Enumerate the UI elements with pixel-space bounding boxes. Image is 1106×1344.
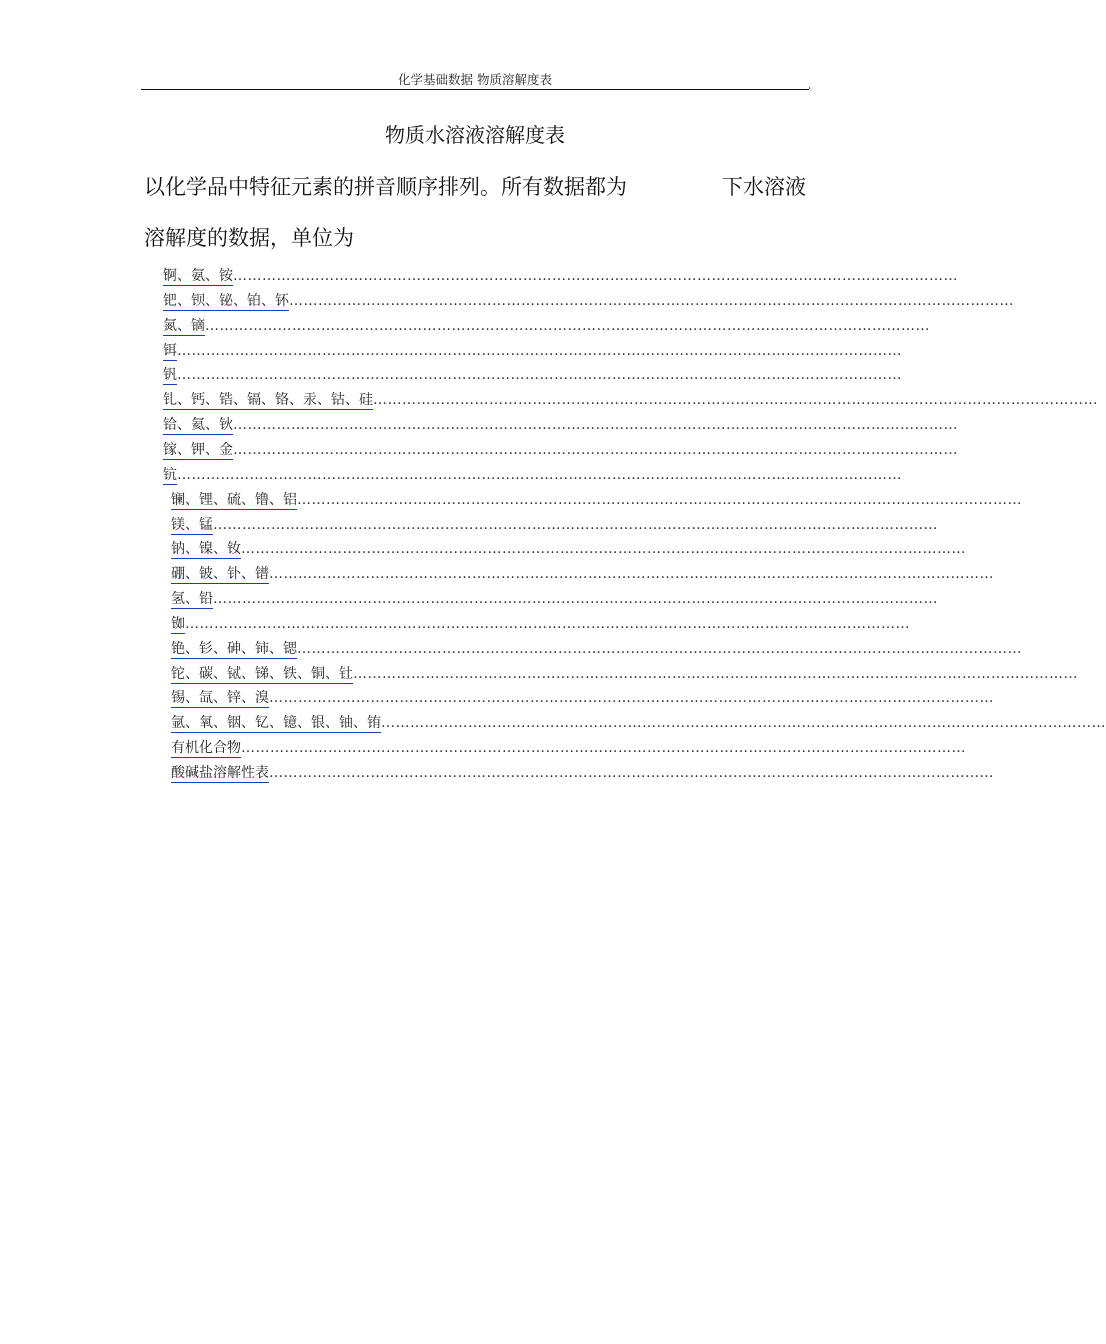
toc-entry-leader: …………………………………………………………………………………………………………………………………… [269, 566, 994, 583]
header-mark: , [808, 80, 812, 91]
toc-entry[interactable] [163, 266, 958, 286]
toc-entry-link[interactable]: 钠、镍、钕 [171, 541, 241, 558]
toc-entry[interactable] [171, 738, 966, 758]
toc-entry-link[interactable]: 锕、氨、铵 [163, 268, 233, 284]
toc-entry-leader: …………………………………………………………………………………………………………………………………… [177, 466, 902, 483]
toc-entry-link[interactable]: 氩、氧、铟、钇、镱、银、铀、铕 [171, 715, 381, 732]
toc-entry-link[interactable]: 铷 [171, 615, 185, 632]
toc-entry[interactable] [171, 564, 994, 584]
toc-entry-leader: …………………………………………………………………………………………………………………………………… [353, 665, 1078, 682]
toc-entry-link[interactable]: 铪、氦、钬 [163, 417, 233, 434]
toc-entry[interactable] [163, 341, 902, 361]
toc-entry-leader: …………………………………………………………………………………………………………………………………… [177, 342, 902, 359]
toc-entry[interactable] [171, 589, 938, 609]
toc-entry[interactable] [171, 490, 1022, 510]
toc-entry-link[interactable]: 镧、锂、硫、镥、铝 [171, 491, 297, 508]
toc-entry-link[interactable]: 铒 [163, 342, 177, 359]
toc-entry-link[interactable]: 酸碱盐溶解性表 [171, 765, 269, 781]
toc-entry-leader: …………………………………………………………………………………………………………………………………… [233, 268, 958, 284]
toc-entry-link[interactable]: 有机化合物 [171, 740, 241, 757]
toc-entry-link[interactable]: 钯、钡、铋、铂、钚 [163, 292, 289, 309]
toc-entry[interactable] [163, 390, 1098, 410]
toc-entry[interactable] [163, 440, 958, 460]
toc-entry-leader: …………………………………………………………………………………………………………………………………… [233, 417, 958, 434]
toc-entry[interactable] [171, 539, 966, 559]
toc-entry-leader: …………………………………………………………………………………………………………………………………… [269, 690, 994, 707]
intro-line-1-right: 下水溶液 [722, 175, 806, 199]
toc-entry-leader: …………………………………………………………………………………………………………………………………… [185, 615, 910, 632]
toc-entry[interactable] [171, 713, 1106, 733]
toc-entry-leader: …………………………………………………………………………………………………………………………………… [381, 715, 1106, 732]
running-header-text: 化学基础数据 物质溶解度表 [398, 72, 552, 87]
toc-entry-link[interactable]: 钆、钙、锆、镉、铬、汞、钴、硅 [163, 392, 373, 409]
toc-entry[interactable] [171, 639, 1022, 659]
intro-line-2: 溶解度的数据，单位为 [144, 226, 354, 250]
toc-entry-link[interactable]: 硼、铍、钋、镨 [171, 566, 269, 583]
toc-entry-link[interactable]: 氢、铅 [171, 591, 213, 608]
toc-entry-link[interactable]: 钒 [163, 367, 177, 384]
toc-entry-link[interactable]: 钪 [163, 466, 177, 483]
toc-entry-leader: …………………………………………………………………………………………………………………………………… [233, 441, 958, 458]
running-header [141, 70, 812, 91]
toc-entry-link[interactable]: 锡、氙、锌、溴 [171, 690, 269, 707]
toc-entry[interactable] [171, 664, 1078, 684]
toc-entry-link[interactable]: 铯、钐、砷、铈、锶 [171, 640, 297, 657]
toc-entry-leader: …………………………………………………………………………………………………………………………………… [241, 541, 966, 558]
page-title: 物质水溶液溶解度表 [385, 123, 565, 147]
toc-entry-leader: …………………………………………………………………………………………………………………………………… [213, 591, 938, 608]
toc-entry[interactable] [163, 291, 1014, 311]
toc-entry-link[interactable]: 氮、镝 [163, 317, 205, 334]
toc-entry[interactable] [163, 316, 930, 336]
toc-entry[interactable] [171, 515, 938, 535]
toc-entry-leader: …………………………………………………………………………………………………………………………………… [289, 292, 1014, 309]
intro-line-1-left: 以化学品中特征元素的拼音顺序排列。所有数据都为 [144, 175, 627, 199]
toc-entry-link[interactable]: 镁、锰 [171, 516, 213, 533]
toc-entry[interactable] [163, 465, 902, 485]
intro-line-1 [144, 170, 814, 204]
toc-entry-leader: …………………………………………………………………………………………………………………………………… [297, 491, 1022, 508]
toc-entry[interactable] [171, 763, 994, 783]
toc-entry-leader: …………………………………………………………………………………………………………………………………… [297, 640, 1022, 657]
toc-entry-link[interactable]: 铊、碳、铽、锑、铁、铜、钍 [171, 665, 353, 682]
toc-entry-leader: …………………………………………………………………………………………………………………………………… [269, 765, 994, 781]
intro-paragraph [144, 170, 814, 272]
toc-entry[interactable] [171, 614, 910, 634]
toc-entry-leader: …………………………………………………………………………………………………………………………………… [177, 367, 902, 384]
toc-entry-link[interactable]: 镓、钾、金 [163, 441, 233, 458]
toc-entry-leader: …………………………………………………………………………………………………………………………………… [205, 317, 930, 334]
toc-entry[interactable] [171, 688, 994, 708]
toc-entry-leader: …………………………………………………………………………………………………………………………………… [373, 392, 1098, 409]
toc-entry[interactable] [163, 415, 958, 435]
toc-entry-leader: …………………………………………………………………………………………………………………………………… [213, 516, 938, 533]
toc-entry[interactable] [163, 365, 902, 385]
toc-entry-leader: …………………………………………………………………………………………………………………………………… [241, 740, 966, 757]
